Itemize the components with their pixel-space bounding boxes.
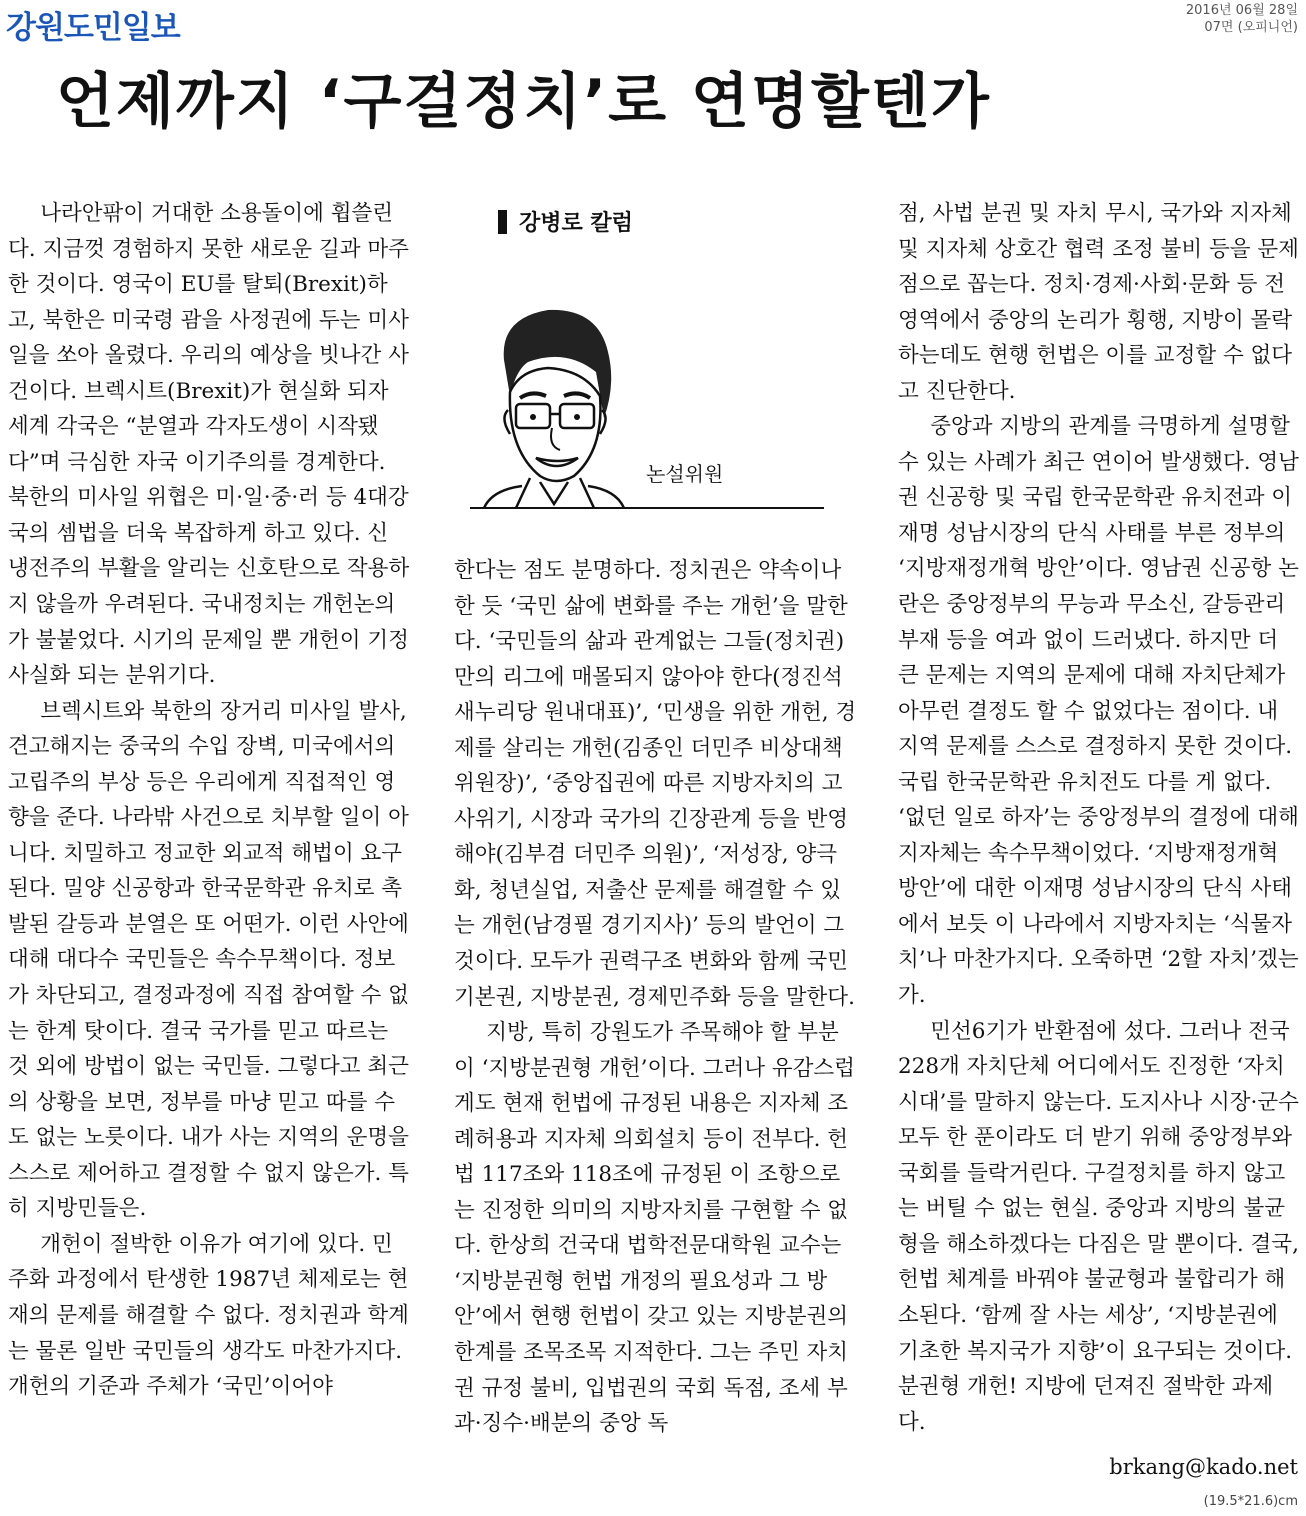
- article-column-1: [8, 196, 412, 1405]
- paragraph: 민선6기가 반환점에 섰다. 그러나 전국 228개 자치단체 어디에서도 진정한 ‘자치시대’를 말하지 않는다. 도지사나 시장·군수 모두 한 푼이라도 더 받기 위해 중앙정부와 국회를 들락거린다. 구걸정치를 하지 않고는 버틸 수 없는 현실. 중앙과 지방의 불균형을 해소하겠다는 다짐은 말 뿐이다. 결국, 헌법 체계를 바꿔야 불균형과 불합리가 해소된다. ‘함께 잘 사는 세상’, ‘지방분권에 기초한 복지국가 지향’이 요구되는 것이다. 분권형 개헌! 지방에 던져진 절박한 과제다.: [898, 1018, 1299, 1435]
- article-column-2: [454, 553, 858, 1442]
- page-section: 07면 (오피니언): [1204, 20, 1298, 35]
- columnist-title: 논설위원: [646, 462, 724, 486]
- paragraph: 점, 사법 분권 및 자치 무시, 국가와 지자체 및 지자체 상호간 협력 조정 불비 등을 문제점으로 꼽는다. 정치·경제·사회·문화 등 전 영역에서 중앙의 논리가 횡행, 지방이 몰락하는데도 현행 헌법은 이를 교정할 수 없다고 진단한다.: [898, 201, 1299, 404]
- article-column-3: [898, 196, 1300, 1440]
- paragraph: 지방, 특히 강원도가 주목해야 할 부분이 ‘지방분권형 개헌’이다. 그러나 유감스럽게도 현재 헌법에 규정된 내용은 지자체 조례허용과 지자체 의회설치 등이 전부다. 헌법 117조와 118조에 규정된 이 조항으로는 진정한 의미의 지방자치를 구현할 수 없다. 한상희 건국대 법학전문대학원 교수는 ‘지방분권형 헌법 개정의 필요성과 그 방안’에서 현행 헌법이 갖고 있는 지방분권의 한계를 조목조목 지적한다. 그는 주민 자치권 규정 불비, 입법권의 국회 독점, 조세 부과·징수·배분의 중앙 독: [454, 1020, 855, 1437]
- article-headline: 언제까지 ‘구걸정치’로 연명할텐가: [56, 67, 991, 137]
- article-size-note: (19.5*21.6)cm: [1203, 1494, 1298, 1509]
- columnist-portrait-icon: [470, 300, 630, 508]
- column-name: 강병로 칼럼: [519, 211, 633, 236]
- paragraph: 개헌이 절박한 이유가 여기에 있다. 민주화 과정에서 탄생한 1987년 체제로는 현재의 문제를 해결할 수 없다. 정치권과 학계는 물론 일반 국민들의 생각도 마찬가지다. 개헌의 기준과 주체가 ‘국민’이어야: [8, 1231, 409, 1400]
- publication-date: 2016년 06월 28일: [1185, 3, 1298, 18]
- column-kicker: [498, 206, 633, 237]
- divider: [470, 507, 824, 509]
- paragraph: 브렉시트와 북한의 장거리 미사일 발사, 견고해지는 중국의 수입 장벽, 미국에서의 고립주의 부상 등은 우리에게 직접적인 영향을 준다. 나라밖 사건으로 치부할 일이 아니다. 치밀하고 정교한 외교적 해법이 요구된다. 밀양 신공항과 한국문학관 유치로 촉발된 갈등과 분열은 또 어떤가. 이런 사안에 대해 대다수 국민들은 속수무책이다. 정보가 차단되고, 결정과정에 직접 참여할 수 없는 한계 탓이다. 결국 국가를 믿고 따르는 것 외에 방법이 없는 국민들. 그렇다고 최근의 상황을 보면, 정부를 마냥 믿고 따를 수도 없는 노릇이다. 내가 사는 지역의 운명을 스스로 제어하고 결정할 수 없지 않은가. 특히 지방민들은.: [8, 698, 409, 1222]
- paragraph: 한다는 점도 분명하다. 정치권은 약속이나 한 듯 ‘국민 삶에 변화를 주는 개헌’을 말한다. ‘국민들의 삶과 관계없는 그들(정치권)만의 리그에 매몰되지 않아야 한다(정진석 새누리당 원내대표)’, ‘민생을 위한 개헌, 경제를 살리는 개헌(김종인 더민주 비상대책위원장)’, ‘중앙집권에 따른 지방자치의 고사위기, 시장과 국가의 긴장관계 등을 반영해야(김부겸 더민주 의원)’, ‘저성장, 양극화, 청년실업, 저출산 문제를 해결할 수 있는 개헌(남경필 경기지사)’ 등의 발언이 그 것이다. 모두가 권력구조 변화와 함께 국민 기본권, 지방분권, 경제민주화 등을 말한다.: [454, 558, 857, 1010]
- dateline: [1186, 2, 1298, 36]
- paragraph: 나라안팎이 거대한 소용돌이에 휩쓸린다. 지금껏 경험하지 못한 새로운 길과 마주한 것이다. 영국이 EU를 탈퇴(Brexit)하고, 북한은 미국령 괌을 사정권에 두는 미사일을 쏘아 올렸다. 우리의 예상을 빗나간 사건이다. 브렉시트(Brexit)가 현실화 되자 세계 각국은 “분열과 각자도생이 시작됐다”며 극심한 자국 이기주의를 경계한다. 북한의 미사일 위협은 미·일·중·러 등 4대강국의 셈법을 더욱 복잡하게 하고 있다. 신 냉전주의 부활을 알리는 신호탄으로 작용하지 않을까 우려된다. 국내정치는 개헌논의가 불붙었다. 시기의 문제일 뿐 개헌이 기정사실화 되는 분위기다.: [8, 201, 410, 689]
- newspaper-masthead: 강원도민일보: [6, 10, 180, 46]
- kicker-bar-icon: [498, 210, 507, 234]
- paragraph: 중앙과 지방의 관계를 극명하게 설명할 수 있는 사례가 최근 연이어 발생했다. 영남권 신공항 및 국립 한국문학관 유치전과 이재명 성남시장의 단식 사태를 부른 정부의 ‘지방재정개혁 방안’이다. 영남권 신공항 논란은 중앙정부의 무능과 무소신, 갈등관리 부재 등을 여과 없이 드러냈다. 하지만 더 큰 문제는 지역의 문제에 대해 자치단체가 아무런 결정도 할 수 없었다는 점이다. 내 지역 문제를 스스로 결정하지 못한 것이다. 국립 한국문학관 유치전도 다를 게 없다. ‘없던 일로 하자’는 중앙정부의 결정에 대해 지자체는 속수무책이었다. ‘지방재정개혁 방안’에 대한 이재명 성남시장의 단식 사태에서 보듯 이 나라에서 지방자치는 ‘식물자치’나 마찬가지다. 오죽하면 ‘2할 자치’겠는가.: [898, 414, 1299, 1009]
- author-email: brkang@kado.net: [1109, 1455, 1298, 1479]
